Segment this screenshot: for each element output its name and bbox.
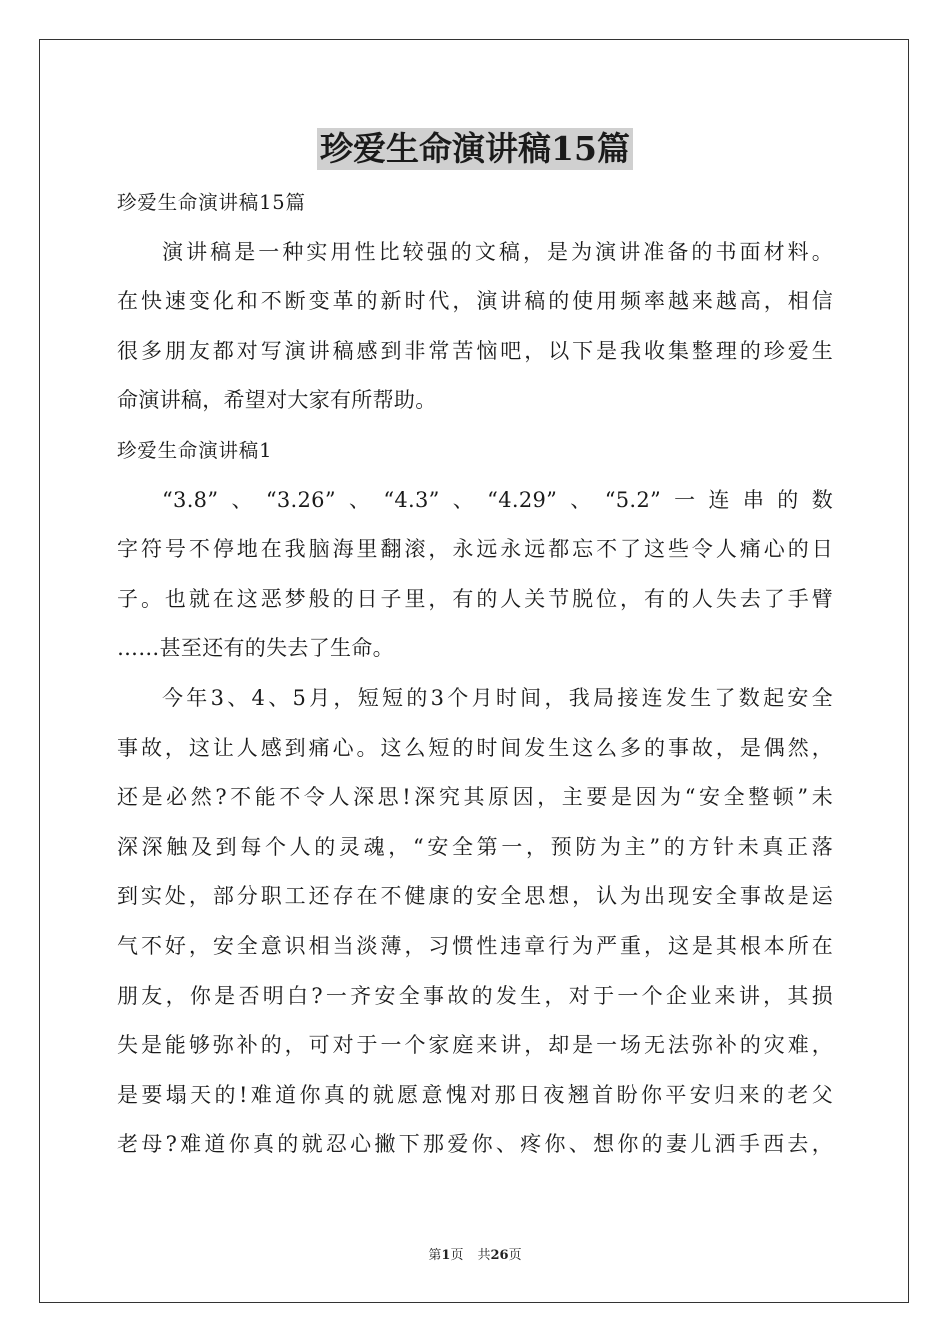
text-line: 失是能够弥补的，可对于一个家庭来讲，却是一场无法弥补的灾难， (117, 1033, 833, 1058)
text-line: 在快速变化和不断变革的新时代，演讲稿的使用频率越来越高，相信 (117, 289, 833, 314)
text-line: “3.8”、“3.26”、“4.3”、“4.29”、“5.2”一连串的数 (162, 487, 833, 512)
text-line: 很多朋友都对写演讲稿感到非常苦恼吧，以下是我收集整理的珍爱生 (117, 338, 833, 363)
text-line: 事故，这让人感到痛心。这么短的时间发生这么多的事故，是偶然， (117, 735, 833, 760)
title-container (0, 128, 950, 170)
text-line: 深深触及到每个人的灵魂，“安全第一，预防为主”的方针未真正落 (117, 834, 833, 859)
text-line: 到实处，部分职工还存在不健康的安全思想，认为出现安全事故是运 (117, 884, 833, 909)
total-page-count: 26 (490, 1248, 509, 1263)
text-line: 朋友，你是否明白?一齐安全事故的发生，对于一个企业来讲，其损 (117, 983, 833, 1008)
text-line: 字符号不停地在我脑海里翻滚，永远永远都忘不了这些令人痛心的日 (117, 537, 833, 562)
page-footer (0, 1244, 950, 1263)
text-line: 是要塌天的!难道你真的就愿意愧对那日夜翘首盼你平安归来的老父 (117, 1082, 833, 1107)
footer-total-suffix: 页 (508, 1248, 522, 1263)
footer-total-prefix: 共 (477, 1248, 491, 1263)
footer-page-suffix: 页 (450, 1248, 464, 1263)
current-page-number: 1 (441, 1248, 451, 1263)
section-heading: 珍爱生命演讲稿15篇 (117, 191, 306, 214)
section-heading: 珍爱生命演讲稿1 (117, 438, 273, 462)
document-body (117, 178, 833, 1170)
text-line: 命演讲稿，希望对大家有所帮助。 (117, 388, 437, 413)
text-line: 今年3、4、5月，短短的3个月时间，我局接连发生了数起安全 (162, 685, 833, 710)
text-line: 老母?难道你真的就忍心撇下那爱你、疼你、想你的妻儿洒手西去， (117, 1132, 833, 1157)
text-line: 演讲稿是一种实用性比较强的文稿，是为演讲准备的书面材料。 (162, 239, 833, 264)
text-line: 气不好，安全意识相当淡薄，习惯性违章行为严重，这是其根本所在 (117, 933, 833, 958)
footer-prefix: 第 (428, 1248, 442, 1263)
text-line: 子。也就在这恶梦般的日子里，有的人关节脱位，有的人失去了手臂 (117, 586, 833, 611)
text-line: 还是必然?不能不令人深思!深究其原因，主要是因为“安全整顿”未 (117, 785, 833, 810)
document-title: 珍爱生命演讲稿15篇 (317, 128, 633, 170)
text-line: ……甚至还有的失去了生命。 (117, 636, 394, 661)
